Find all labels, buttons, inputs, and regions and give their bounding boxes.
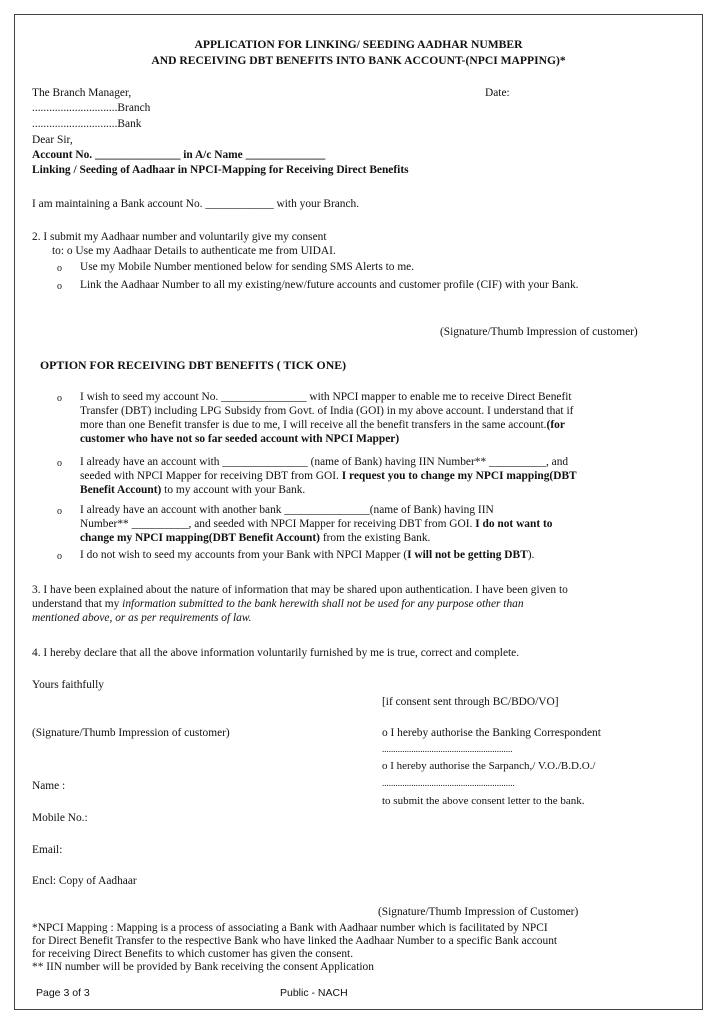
authorise-sarpanch: o I hereby authorise the Sarpanch,/ V.O./B.D.O./ <box>382 760 596 772</box>
maintaining-line: I am maintaining a Bank account No. ____________ with your Branch. <box>32 198 360 210</box>
authorise-dots-1: .......................................................... <box>382 744 513 754</box>
bc-note: [if consent sent through BC/BDO/VO] <box>382 696 559 708</box>
footnote-line-2: for Direct Benefit Transfer to the respective Bank who have linked the Aadhaar Number to a specific Bank account <box>32 935 558 947</box>
consent-item-3: Link the Aadhaar Number to all my existing/new/future accounts and customer profile (CIF) with your Bank. <box>80 279 579 291</box>
authorise-dots-2: ........................................................... <box>382 778 515 788</box>
option-3-line-3: change my NPCI mapping(DBT Benefit Account) from the existing Bank. <box>80 532 431 544</box>
addressee: The Branch Manager, <box>32 87 132 99</box>
option-3-line-1: I already have an account with another bank _______________(name of Bank) having IIN <box>80 504 494 516</box>
mobile-label: Mobile No.: <box>32 812 88 824</box>
option-1-line-1: I wish to seed my account No. _______________ with NPCI mapper to enable me to receive Direct Benefit <box>80 391 572 403</box>
option-1-line-4: customer who have not so far seeded account with NPCI Mapper) <box>80 433 400 445</box>
bullet-icon: o <box>57 263 62 274</box>
authorise-submit: to submit the above consent letter to the bank. <box>382 795 585 807</box>
footnote-line-3: for receiving Direct Benefits to which customer has given the consent. <box>32 948 354 960</box>
bullet-icon: o <box>57 506 62 517</box>
signature-customer-2: (Signature/Thumb Impression of Customer) <box>378 906 579 918</box>
bullet-icon: o <box>57 458 62 469</box>
branch-line: ..............................Branch <box>32 102 151 114</box>
page-number: Page 3 of 3 <box>36 987 90 999</box>
enclosure: Encl: Copy of Aadhaar <box>32 875 137 887</box>
bullet-icon: o <box>57 551 62 562</box>
date-label: Date: <box>485 87 510 99</box>
subject-line: Linking / Seeding of Aadhaar in NPCI-Mapping for Receiving Direct Benefits <box>32 164 409 176</box>
account-line: Account No. _______________ in A/c Name ______________ <box>32 149 326 161</box>
name-label: Name : <box>32 780 66 792</box>
option-2-line-3: Benefit Account) to my account with your Bank. <box>80 484 306 496</box>
authorise-bc: o I hereby authorise the Banking Correspondent <box>382 727 601 739</box>
option-1-line-3: more than one Benefit transfer is due to me, I will receive all the benefit transfers in the same account.(for <box>80 419 565 431</box>
bank-line: ..............................Bank <box>32 118 142 130</box>
option-1-line-2: Transfer (DBT) including LPG Subsidy from Govt. of India (GOI) in my above account. I understand that if <box>80 405 574 417</box>
para-3-line-1: 3. I have been explained about the nature of information that may be shared upon authentication. I have been given to <box>32 584 568 596</box>
title-line-2: AND RECEIVING DBT BENEFITS INTO BANK ACCOUNT-(NPCI MAPPING)* <box>151 54 566 67</box>
option-2-line-2: seeded with NPCI Mapper for receiving DBT from GOI. I request you to change my NPCI mapping(DBT <box>80 470 577 482</box>
consent-item-1: to: o Use my Aadhaar Details to authenticate me from UIDAI. <box>52 245 336 257</box>
consent-item-2: Use my Mobile Number mentioned below for sending SMS Alerts to me. <box>80 261 415 273</box>
option-4: I do not wish to seed my accounts from your Bank with NPCI Mapper (I will not be getting DBT). <box>80 549 535 561</box>
option-3-line-2: Number** __________, and seeded with NPCI Mapper for receiving DBT from GOI. I do not want to <box>80 518 553 530</box>
consent-intro: 2. I submit my Aadhaar number and voluntarily give my consent <box>32 231 327 243</box>
consent-signature: (Signature/Thumb Impression of customer) <box>440 326 638 338</box>
salutation: Dear Sir, <box>32 134 73 146</box>
para-3-line-2: understand that my information submitted to the bank herewith shall not be used for any purpose other than <box>32 598 524 610</box>
closing: Yours faithfully <box>32 679 104 691</box>
option-heading: OPTION FOR RECEIVING DBT BENEFITS ( TICK ONE) <box>40 358 347 372</box>
signature-customer: (Signature/Thumb Impression of customer) <box>32 727 230 739</box>
para-3-line-3: mentioned above, or as per requirements of law. <box>32 612 252 624</box>
para-4: 4. I hereby declare that all the above information voluntarily furnished by me is true, correct and complete. <box>32 647 520 659</box>
bullet-icon: o <box>57 393 62 404</box>
title-line-1: APPLICATION FOR LINKING/ SEEDING AADHAR NUMBER <box>194 38 523 51</box>
footnote-line-1: *NPCI Mapping : Mapping is a process of associating a Bank with Aadhaar number which is facilitated by NPCI <box>32 922 548 934</box>
option-2-line-1: I already have an account with _______________ (name of Bank) having IIN Number** __________, and <box>80 456 569 468</box>
footnote-line-4: ** IIN number will be provided by Bank receiving the consent Application <box>32 961 374 973</box>
email-label: Email: <box>32 844 63 856</box>
classification-label: Public - NACH <box>280 987 348 999</box>
bullet-icon: o <box>57 281 62 292</box>
